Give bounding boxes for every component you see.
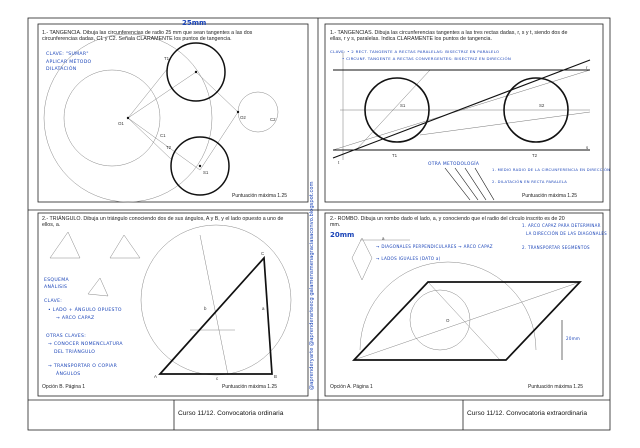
br-note-5: 2. TRANSPORTAR SEGMENTOS bbox=[522, 245, 590, 250]
tr-label-r: r bbox=[586, 65, 588, 70]
tl-note-2: APLICAR MÉTODO bbox=[46, 60, 92, 65]
bl-note-7: → CONOCER NOMENCLATURA bbox=[48, 342, 123, 347]
br-label-side-a: a bbox=[382, 236, 385, 241]
tr-label-s1: S1 bbox=[400, 103, 406, 108]
tl-label-t1: T1 bbox=[164, 56, 170, 61]
tr-label-t: t bbox=[338, 160, 340, 165]
br-label-center: O bbox=[446, 318, 450, 323]
bl-note-4: • LADO + ÁNGULO OPUESTO bbox=[48, 308, 122, 313]
tl-score: Puntuación máxima 1.25 bbox=[232, 193, 288, 199]
bl-label-b: B bbox=[274, 374, 277, 379]
bl-note-3: CLAVE: bbox=[44, 299, 63, 304]
bl-label-side-c: c bbox=[216, 376, 219, 381]
bl-note-6: OTRAS CLAVES: bbox=[46, 334, 87, 339]
br-radius-note: 20mm bbox=[330, 231, 355, 239]
side-note: @aprenderyarte @aprenderarteecg galamensmenagraciasaconvo.blogspot.com bbox=[309, 181, 315, 390]
bl-note-2: ANÁLISIS bbox=[44, 285, 68, 290]
tl-radius-note: 25mm bbox=[182, 19, 207, 27]
tr-label-s: s bbox=[586, 145, 589, 150]
tr-label-t1: T1 bbox=[392, 153, 398, 158]
bl-label-side-a: a bbox=[262, 306, 265, 311]
tr-score: Puntuación máxima 1.25 bbox=[522, 193, 578, 199]
tr-label-t2: T2 bbox=[532, 153, 538, 158]
bl-note-9: → TRANSPORTAR O COPIAR bbox=[48, 364, 118, 369]
tr-drawing bbox=[333, 52, 590, 200]
br-note-1: → DIAGONALES PERPENDICULARES → ARCO CAPAZ bbox=[376, 244, 493, 249]
bl-note-1: ESQUEMA bbox=[44, 278, 69, 283]
bl-note-5: → ARCO CAPAZ bbox=[56, 316, 95, 321]
br-label-height: 20mm bbox=[566, 336, 581, 341]
tl-label-c2: C2 bbox=[270, 117, 276, 122]
tl-label-t2: T2 bbox=[166, 145, 172, 150]
bl-label-a: A bbox=[154, 374, 157, 379]
tr-method-step-2: 2. DILATACIÓN EN RECTA PARALELA bbox=[492, 180, 568, 184]
footer-left: Curso 11/12. Convocatoria ordinaria bbox=[178, 410, 284, 417]
tr-method-step-1: 1. MEDIO RADIO DE LA CIRCUNFERENCIA EN DIRECCIÓN bbox=[492, 168, 611, 172]
br-title: 2.- ROMBO. Dibuja un rombo dado el lado, a, y conociendo que el radio del círculo inscrito es de 20 mm. bbox=[330, 216, 565, 229]
br-note-3: 1. ARCO CAPAZ PARA DETERMINAR bbox=[522, 223, 601, 228]
tl-label-o2: O2 bbox=[240, 115, 246, 120]
tr-title: 1.- TANGENCIAS. Dibuja las circunferencias tangentes a las tres rectas dadas, r, s y t, siendo dos de ellas, r y s, paralelas. Indica CLARAMENTE los puntos de tangencia. bbox=[330, 30, 568, 43]
tl-title: 1.- TANGENCIA. Dibuja las circunferencias de radio 25 mm que sean tangentes a las dos circunferencias dadas, C1 y C2. Señala CLARAMENTE los puntos de tangencia. bbox=[42, 30, 253, 43]
bl-label-side-b: b bbox=[204, 306, 207, 311]
tr-note-1: CLAVE: • 2 RECT. TANGENTE A RECTAS PARALELAS: BISECTRIZ EN PARALELO bbox=[330, 49, 500, 54]
br-option: Opción A. Página 1 bbox=[330, 384, 373, 390]
tl-label-s1: S1 bbox=[203, 170, 209, 175]
bl-label-c: C bbox=[261, 251, 265, 256]
tl-label-c1: C1 bbox=[160, 133, 166, 138]
bl-title: 2.- TRIÁNGULO. Dibuja un triángulo conociendo dos de sus ángulos, A y B, y el lado opuesto a uno de ellos, a. bbox=[42, 216, 284, 229]
tr-method-title: OTRA METODOLOGÍA bbox=[428, 162, 480, 167]
tr-note-2: • CIRCUNF. TANGENTE A RECTAS CONVERGENTES: BISECTRIZ EN DIRECCIÓN bbox=[342, 56, 512, 61]
br-note-2: → LADOS IGUALES (DATO a) bbox=[376, 256, 441, 261]
bl-note-10: ÁNGULOS bbox=[56, 372, 81, 377]
bl-option: Opción B. Página 1 bbox=[42, 384, 86, 390]
br-score: Puntuación máxima 1.25 bbox=[528, 384, 584, 390]
tl-note-1: CLAVE: "SUMAR" bbox=[46, 52, 89, 57]
footer-right: Curso 11/12. Convocatoria extraordinaria bbox=[467, 410, 588, 417]
br-note-4: LA DIRECCIÓN DE LAS DIAGONALES bbox=[526, 231, 608, 236]
bl-score: Puntuación máxima 1.25 bbox=[222, 384, 278, 390]
tl-note-3: DILATACIÓN bbox=[46, 67, 77, 72]
tr-label-s2: S2 bbox=[539, 103, 545, 108]
bl-note-8: DEL TRIÁNGULO bbox=[54, 350, 96, 355]
tl-label-o1: O1 bbox=[118, 121, 124, 126]
